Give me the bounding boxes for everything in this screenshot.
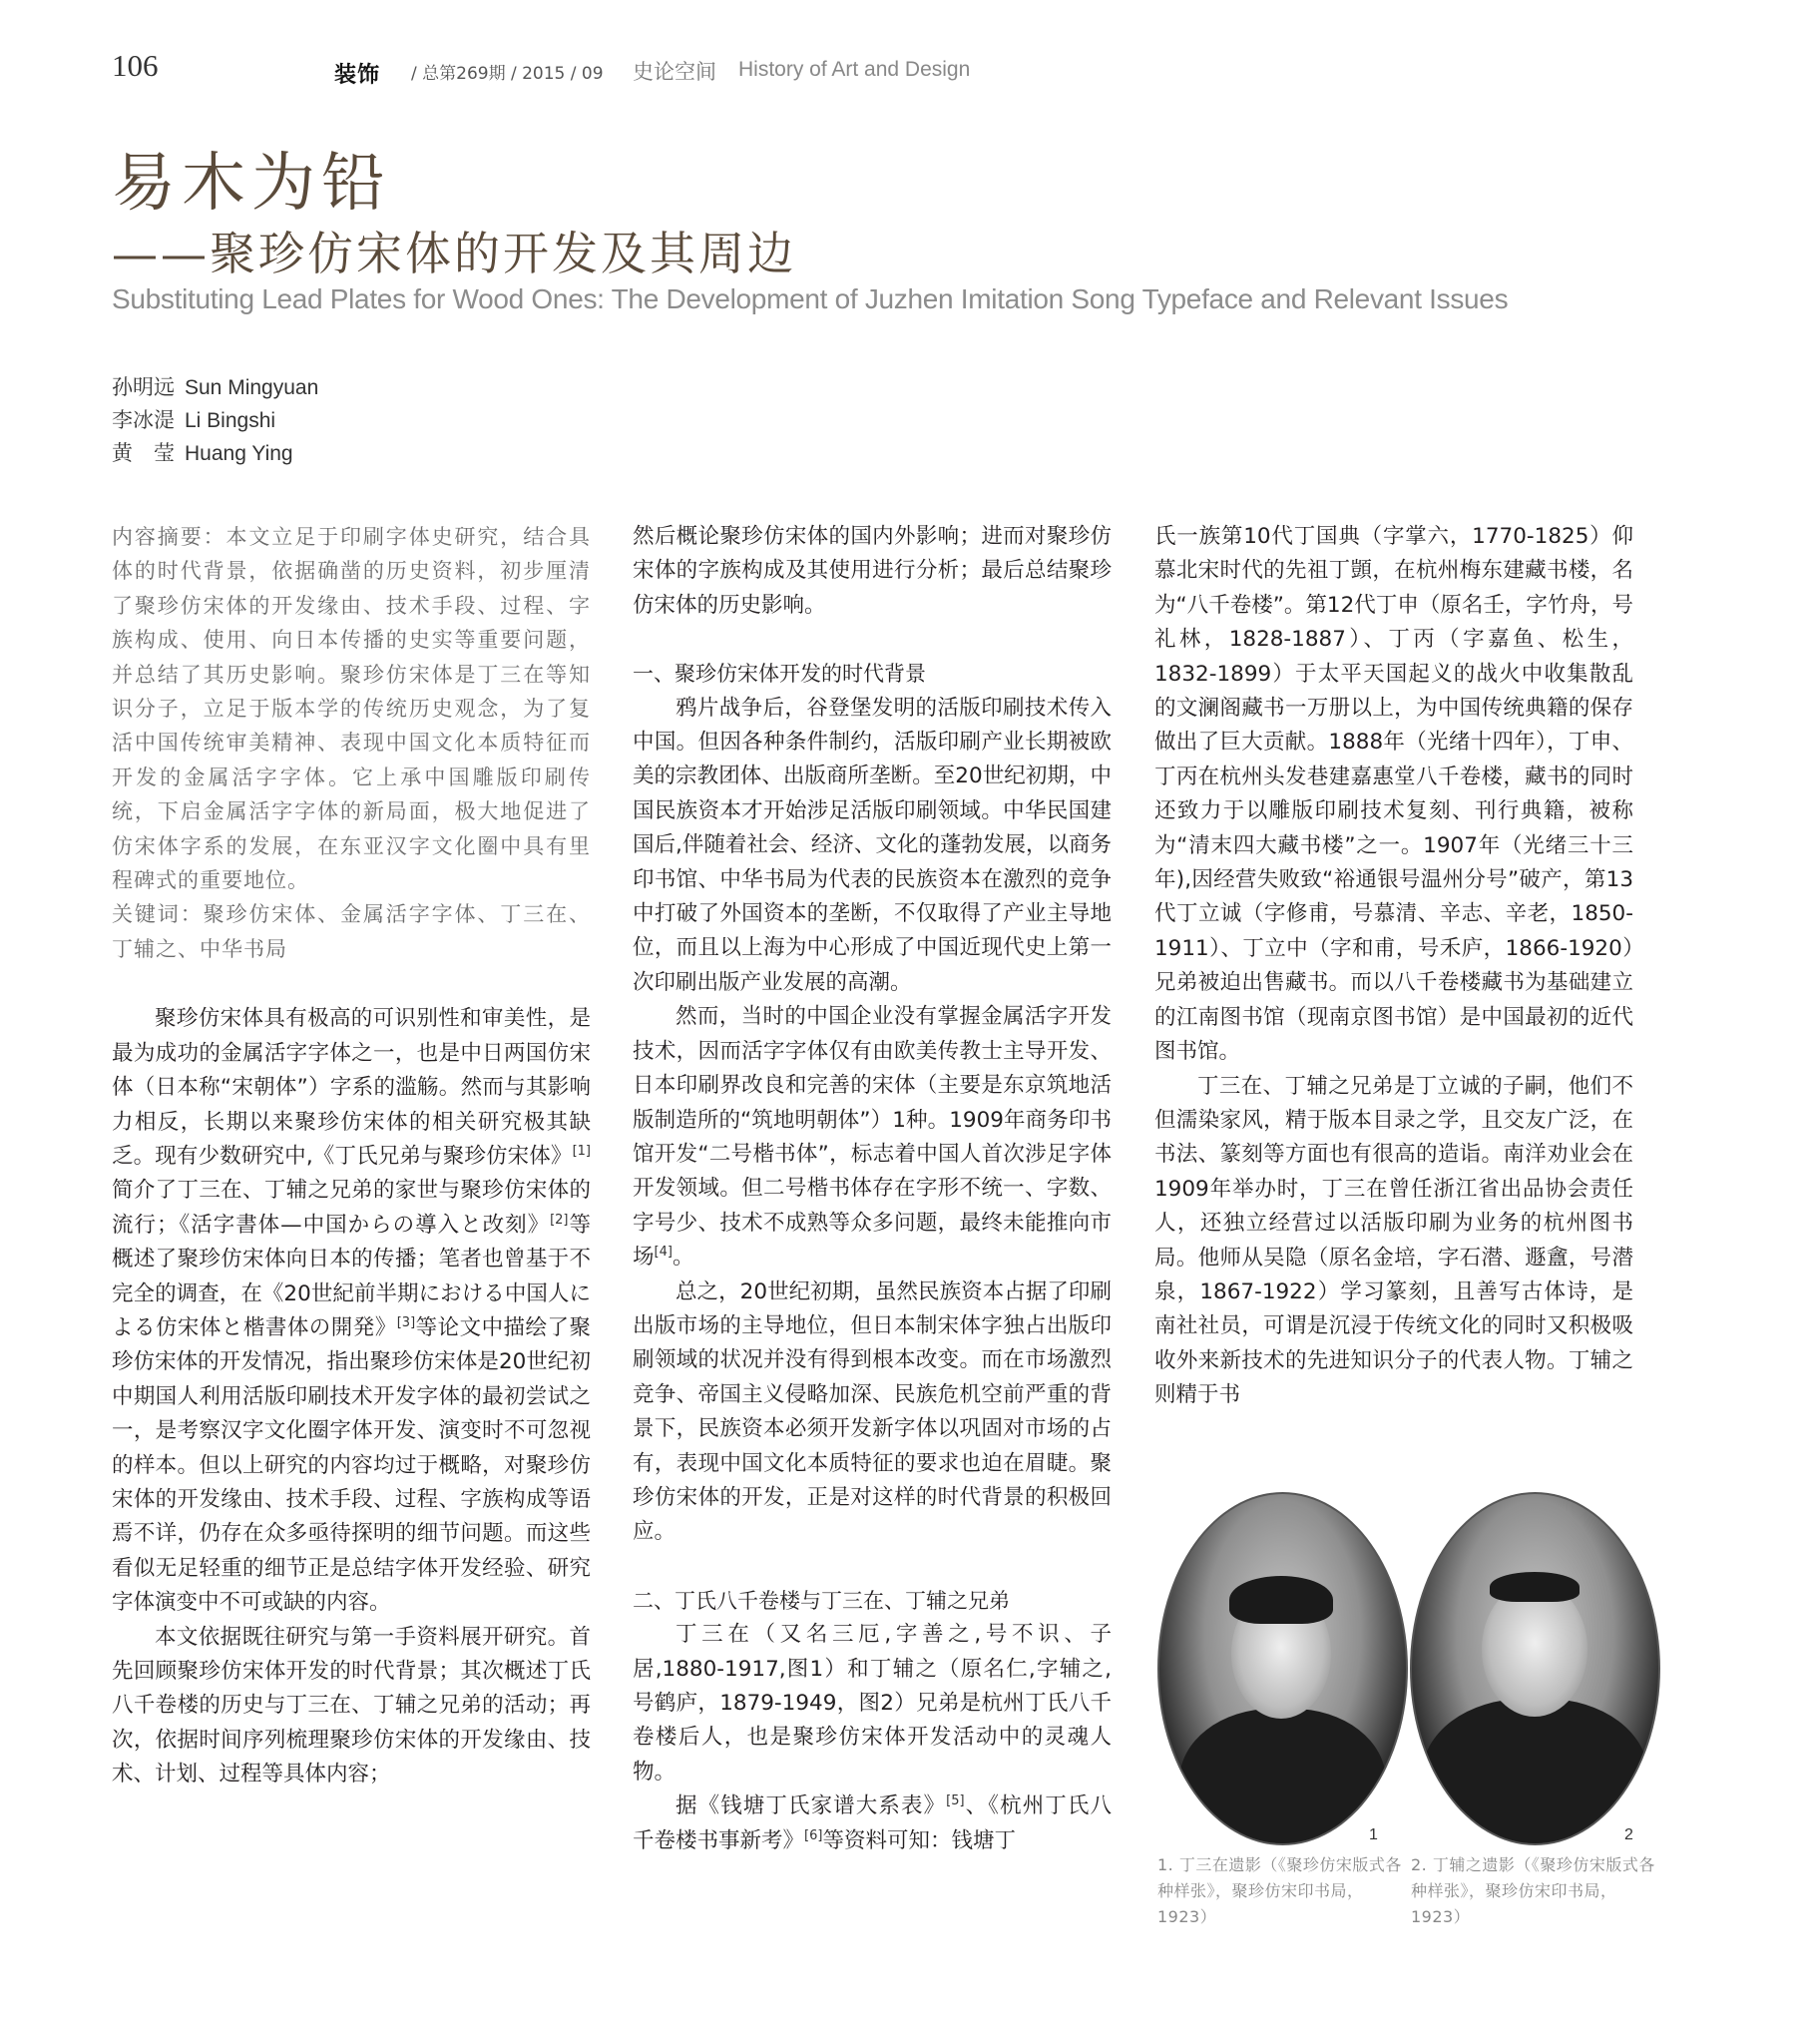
abstract: 内容摘要：本文立足于印刷字体史研究，结合具体的时代背景，依据确凿的历史资料，初步厘清了聚珍仿宋体的开发缘由、技术手段、过程、字族构成、使用、向日本传播的史实等重要问题，并总结了其历史影响。聚珍仿宋体是丁三在等知识分子，立足于版本学的传统历史观念，为了复活中国传统审美精神、表现中国文化本质特征而开发的金属活字字体。它上承中国雕版印刷传统，下启金属活字字体的新局面，极大地促进了仿宋体字系的发展，在东亚汉字文化圈中具有里程碑式的重要地位。 bbox=[112, 525, 591, 893]
portrait-photo bbox=[1157, 1492, 1408, 1845]
paragraph: 丁三在、丁辅之兄弟是丁立诚的子嗣，他们不但濡染家风，精于版本目录之学，且交友广泛，在书法、篆刻等方面也有很高的造诣。南洋劝业会在1909年举办时，丁三在曾任浙江省出品协会责任人，还独立经营过以活版印刷为业务的杭州图书局。他师从吴隐（原名金培，字石潜、遯盦，号潜泉，1867-1922）学习篆刻，且善写古体诗，是南社社员，可谓是沉浸于传统文化的同时又积极吸收外来新技术的先进知识分子的代表人物。丁辅之则精于书 bbox=[1154, 1073, 1633, 1408]
paragraph: 据《钱塘丁氏家谱大系表》[5]、《杭州丁氏八千卷楼书事新考》[6]等资料可知：钱塘丁 bbox=[633, 1793, 1112, 1853]
citation-ref[interactable]: [4] bbox=[654, 1244, 673, 1260]
issue-info: / 总第269期 / 2015 / 09 bbox=[411, 64, 604, 84]
section-title-en: History of Art and Design bbox=[738, 58, 971, 81]
author-2 bbox=[112, 404, 275, 434]
column-2 bbox=[633, 520, 1112, 1858]
paragraph: 氏一族第10代丁国典（字掌六，1770-1825）仰慕北宋时代的先祖丁顗，在杭州梅东建藏书楼，名为“八千卷楼”。第12代丁申（原名壬，字竹舟，号礼林，1828-1887）、丁丙（字嘉鱼、松生，1832-1899）于太平天国起义的战火中收集散乱的文澜阁藏书一万册以上，为中国传统典籍的保存做出了巨大贡献。1888年（光绪十四年），丁申、丁丙在杭州头发巷建嘉惠堂八千卷楼，藏书的同时还致力于以雕版印刷技术复刻、刊行典籍，被称为“清末四大藏书楼”之一。1907年（光绪三十三年),因经营失败致“裕通银号温州分号”破产，第13代丁立诚（字修甫，号慕清、辛志、辛老，1850-1911）、丁立中（字和甫，号禾庐，1866-1920）兄弟被迫出售藏书。而以八千卷楼藏书为基础建立的江南图书馆（现南京图书馆）是中国最初的近代图书馆。 bbox=[1154, 524, 1633, 1065]
column-1 bbox=[112, 520, 591, 1792]
author-name-cn: 李冰湜 bbox=[112, 408, 175, 432]
article-title: 易木为铅 bbox=[112, 147, 391, 221]
citation-ref[interactable]: [3] bbox=[396, 1314, 416, 1330]
paragraph: 鸦片战争后，谷登堡发明的活版印刷技术传入中国。但因各种条件制约，活版印刷产业长期被欧美的宗教团体、出版商所垄断。至20世纪初期，中国民族资本才开始涉足活版印刷领域。中华民国建国后,伴随着社会、经济、文化的蓬勃发展，以商务印书馆、中华书局为代表的民族资本在激烈的竞争中打破了外国资本的垄断，不仅取得了产业主导地位，而且以上海为中心形成了中国近现代史上第一次印刷出版产业发展的高潮。 bbox=[633, 695, 1112, 995]
figure-number: 2 bbox=[1624, 1826, 1633, 1843]
keywords: 关键词：聚珍仿宋体、金属活字字体、丁三在、丁辅之、中华书局 bbox=[112, 902, 591, 961]
paragraph: 然后概论聚珍仿宋体的国内外影响；进而对聚珍仿宋体的字族构成及其使用进行分析；最后总结聚珍仿宋体的历史影响。 bbox=[633, 524, 1112, 618]
paragraph: 聚珍仿宋体具有极高的可识别性和审美性，是最为成功的金属活字字体之一，也是中日两国仿宋体（日本称“宋朝体”）字系的滥觞。然而与其影响力相反，长期以来聚珍仿宋体的相关研究极其缺乏。现有少数研究中,《丁氏兄弟与聚珍仿宋体》[1]简介了丁三在、丁辅之兄弟的家世与聚珍仿宋体的流行；《活字書体—中国からの導入と改刻》[2]等概述了聚珍仿宋体向日本的传播；笔者也曾基于不完全的调查，在《20世紀前半期における中国人による仿宋体と楷書体の開発》[3]等论文中描绘了聚珍仿宋体的开发情况，指出聚珍仿宋体是20世纪初中期国人利用活版印刷技术开发字体的最初尝试之一，是考察汉字文化圈字体开发、演变时不可忽视的样本。但以上研究的内容均过于概略，对聚珍仿宋体的开发缘由、技术手段、过程、字族构成等语焉不详，仍存在众多亟待探明的细节问题。而这些看似无足轻重的细节正是总结字体开发经验、研究字体演变中不可或缺的内容。 bbox=[112, 1006, 591, 1616]
article-subtitle: ——聚珍仿宋体的开发及其周边 bbox=[112, 227, 796, 280]
section-heading: 一、聚珍仿宋体开发的时代背景 bbox=[633, 662, 926, 687]
citation-ref[interactable]: [5] bbox=[946, 1793, 965, 1809]
paragraph: 丁三在（又名三厄,字善之,号不识、子居,1880-1917,图1）和丁辅之（原名仁,字辅之,号鹤庐，1879-1949，图2）兄弟是杭州丁氏八千卷楼后人，也是聚珍仿宋体开发活动中的灵魂人物。 bbox=[633, 1622, 1112, 1785]
paragraph: 然而，当时的中国企业没有掌握金属活字开发技术，因而活字字体仅有由欧美传教士主导开发、日本印刷界改良和完善的宋体（主要是东京筑地活版制造所的“筑地明朝体”）1种。1909年商务印书馆开发“二号楷书体”，标志着中国人首次涉足字体开发领域。但二号楷书体存在字形不统一、字数、字号少、技术不成熟等众多问题，最终未能推向市场[4]。 bbox=[633, 1004, 1112, 1271]
article-title-en: Substituting Lead Plates for Wood Ones: The Development of Juzhen Imitation Song Typeface and Relevant Issues bbox=[112, 283, 1509, 314]
citation-ref[interactable]: [2] bbox=[550, 1212, 569, 1228]
author-1 bbox=[112, 371, 318, 401]
author-name-en: Sun Mingyuan bbox=[185, 376, 319, 399]
section-heading: 二、丁氏八千卷楼与丁三在、丁辅之兄弟 bbox=[633, 1588, 1010, 1613]
figure-caption: 1. 丁三在遗影（《聚珍仿宋版式各种样张》，聚珍仿宋印书局，1923） bbox=[1157, 1855, 1402, 1926]
author-name-en: Huang Ying bbox=[185, 442, 293, 465]
citation-ref[interactable]: [6] bbox=[804, 1827, 823, 1843]
author-name-en: Li Bingshi bbox=[185, 409, 276, 432]
page-number: 106 bbox=[112, 48, 159, 83]
author-name-cn: 黄 莹 bbox=[112, 441, 175, 465]
figure-caption: 2. 丁辅之遗影（《聚珍仿宋版式各种样张》，聚珍仿宋印书局，1923） bbox=[1411, 1855, 1655, 1926]
paragraph: 本文依据既往研究与第一手资料展开研究。首先回顾聚珍仿宋体开发的时代背景；其次概述丁氏八千卷楼的历史与丁三在、丁辅之兄弟的活动；再次，依据时间序列梳理聚珍仿宋体的开发缘由、技术、计划、过程等具体内容； bbox=[112, 1624, 591, 1788]
author-name-cn: 孙明远 bbox=[112, 375, 175, 399]
figure-number: 1 bbox=[1369, 1826, 1378, 1843]
journal-logo: 装饰 bbox=[334, 63, 381, 88]
column-3 bbox=[1154, 520, 1633, 1413]
author-3 bbox=[112, 437, 293, 467]
section-title-cn: 史论空间 bbox=[633, 60, 716, 84]
paragraph: 总之，20世纪初期，虽然民族资本占据了印刷出版市场的主导地位，但日本制宋体字独占出版印刷领域的状况并没有得到根本改变。而在市场激烈竞争、帝国主义侵略加深、民族危机空前严重的背景下，民族资本必须开发新字体以巩固对市场的占有，表现中国文化本质特征的要求也迫在眉睫。聚珍仿宋体的开发，正是对这样的时代背景的积极回应。 bbox=[633, 1278, 1112, 1545]
portrait-photo bbox=[1410, 1492, 1660, 1845]
citation-ref[interactable]: [1] bbox=[572, 1143, 591, 1159]
